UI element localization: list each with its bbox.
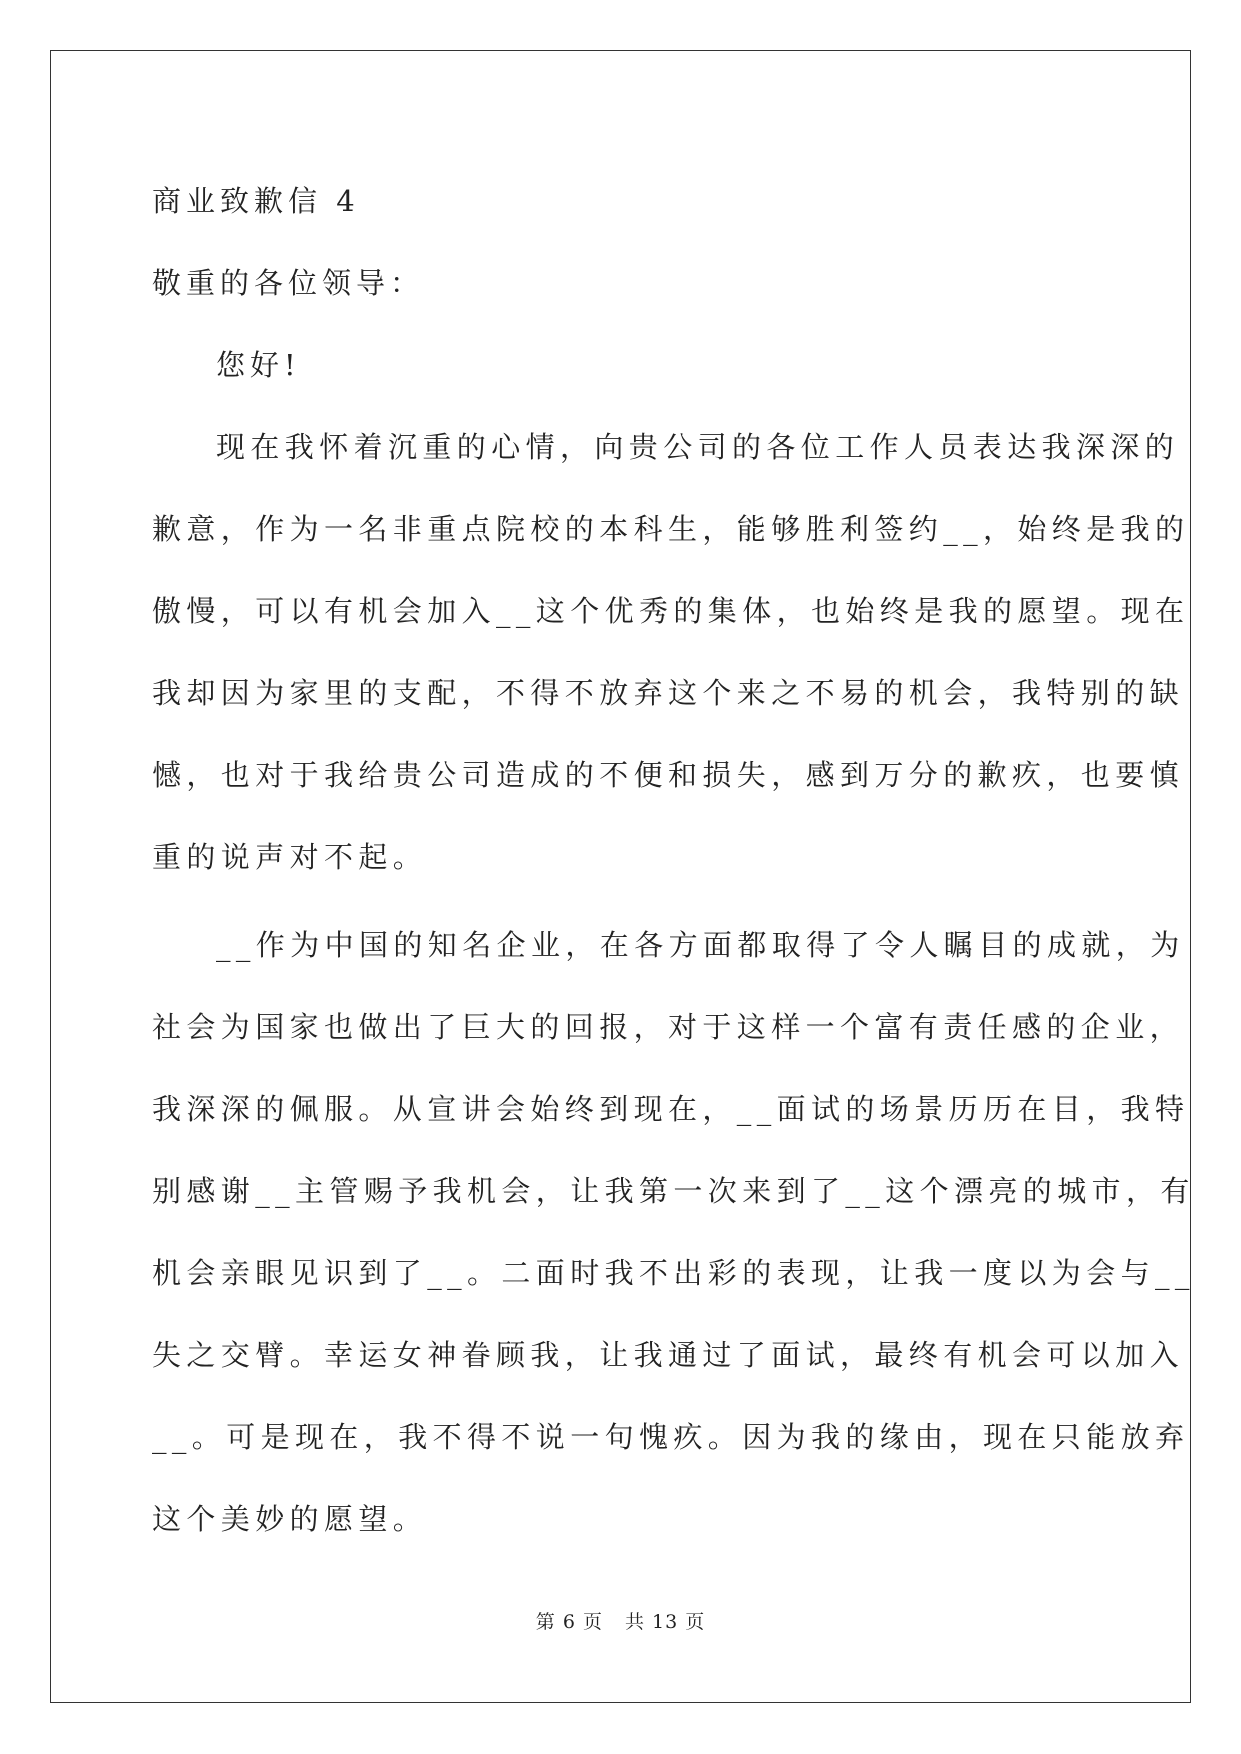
paragraph-line: 失之交臂。幸运女神眷顾我，让我通过了面试，最终有机会可以加入 [152,1338,1185,1372]
paragraph-line: 傲慢，可以有机会加入__这个优秀的集体，也始终是我的愿望。现在 [152,594,1190,628]
paragraph-1 [152,406,1190,898]
page-total: 共 13 页 [624,1611,706,1633]
letter-body [152,160,1195,1560]
page-number: 第 6 页 [535,1611,603,1633]
paragraph-line: 社会为国家也做出了巨大的回报，对于这样一个富有责任感的企业， [152,1010,1185,1044]
paragraph-line: 这个美妙的愿望。 [152,1502,428,1536]
letter-greeting: 您好! [216,348,301,382]
letter-title: 商业致歉信 4 [152,184,360,218]
paragraph-line: 机会亲眼见识到了__。二面时我不出彩的表现，让我一度以为会与__ [152,1256,1195,1290]
paragraph-line: __。可是现在，我不得不说一句愧疚。因为我的缘由，现在只能放弃 [152,1420,1190,1454]
page-footer [0,1607,1241,1634]
paragraph-line: 我深深的佩服。从宣讲会始终到现在，__面试的场景历历在目，我特 [152,1092,1190,1126]
paragraph-line: 现在我怀着沉重的心情，向贵公司的各位工作人员表达我深深的 [216,430,1180,464]
paragraph-line: 憾，也对于我给贵公司造成的不便和损失，感到万分的歉疚，也要慎 [152,758,1185,792]
paragraph-line: 重的说声对不起。 [152,840,428,874]
letter-salutation: 敬重的各位领导： [152,266,425,300]
paragraph-2 [152,904,1195,1560]
paragraph-line: 别感谢__主管赐予我机会，让我第一次来到了__这个漂亮的城市，有 [152,1174,1195,1208]
paragraph-line: __作为中国的知名企业，在各方面都取得了令人瞩目的成就，为 [216,928,1185,962]
paragraph-line: 我却因为家里的支配，不得不放弃这个来之不易的机会，我特别的缺 [152,676,1185,710]
paragraph-line: 歉意，作为一名非重点院校的本科生，能够胜利签约__，始终是我的 [152,512,1190,546]
